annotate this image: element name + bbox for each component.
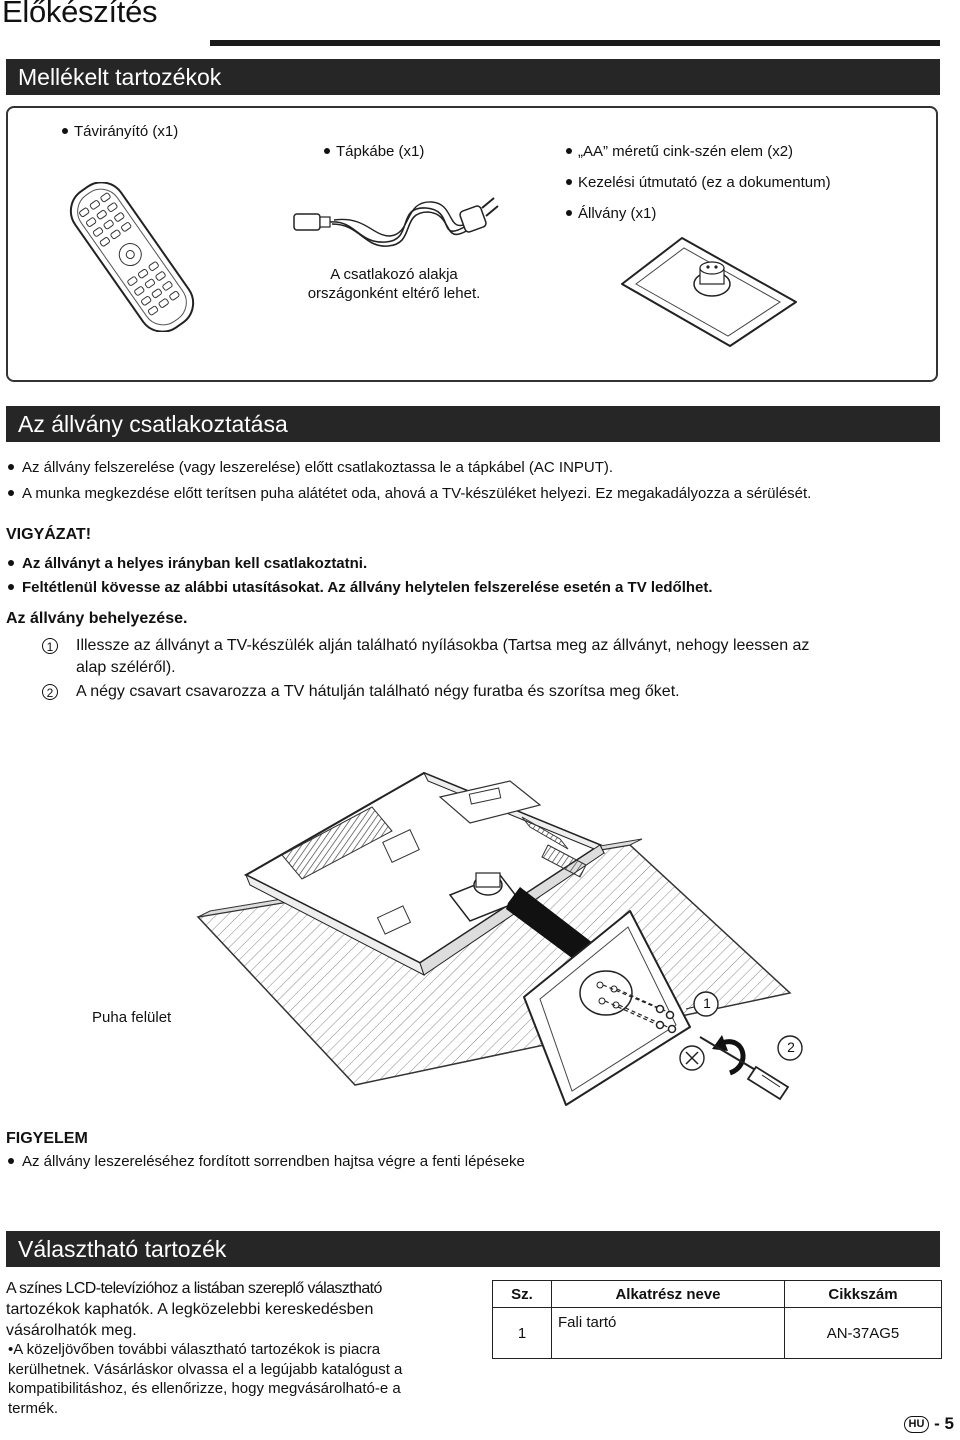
- cable-label: Tápkábe (x1): [324, 142, 424, 161]
- placement-title: Az állvány behelyezése.: [6, 610, 188, 627]
- optional-note: •A közeljövőben további választható tartozékok is piacra kerülhetnek. Vásárláskor olvassa el a legújabb katalógust a kompatibilitáshoz, és ellenőrizze, hogy megvásárolható-e a termék.: [8, 1341, 403, 1417]
- callout-1: 1: [703, 995, 711, 1011]
- callout-2: 2: [787, 1039, 795, 1055]
- stand-bullets: Az állvány felszerelése (vagy leszerelése) előtt csatlakoztassa le a tápkábel (AC INPUT). A munka megkezdése előtt terítsen puha alátétet oda, ahová a TV-készüléket helyezi. Ez megakadályozza a sérülését.: [8, 458, 948, 504]
- table-row: [493, 1308, 942, 1359]
- remote-control-illustration: [62, 182, 202, 332]
- step-number: 2: [42, 684, 58, 700]
- title-rule: [210, 40, 940, 46]
- power-cable-illustration: [286, 186, 502, 256]
- col-header-code: Cikkszám: [785, 1281, 942, 1308]
- page-number: HU - 5: [904, 1414, 954, 1434]
- step-list: 1 Illessze az állványt a TV-készülék alján található nyílásokba (Tartsa meg az állványt, nehogy leessen az alap széléről). 2 A négy csavart csavarozza a TV hátulján található négy furatba és szorítsa meg őket.: [10, 635, 940, 703]
- accessory-list: „AA” méretű cink-szén elem (x2) Kezelési útmutató (ez a dokumentum) Állvány (x1): [566, 142, 831, 223]
- parts-table: [492, 1280, 942, 1359]
- optional-heading: Választható tartozék: [6, 1231, 940, 1267]
- stand-heading: Az állvány csatlakoztatása: [6, 406, 940, 442]
- note-text: Az állvány leszereléséhez fordított sorrendben hajtsa végre a fenti lépéseke: [8, 1152, 525, 1172]
- accessories-heading: Mellékelt tartozékok: [6, 59, 940, 95]
- note-title: FIGYELEM: [6, 1130, 88, 1147]
- col-header-name: Alkatrész neve: [552, 1281, 785, 1308]
- step-number: 1: [42, 638, 58, 654]
- optional-paragraph: A színes LCD-televízióhoz a listában szereplő választható tartozékok kaphatók. A legközelebbi kereskedésben vásárolhatók meg.: [6, 1280, 382, 1339]
- cell-code: AN-37AG5: [785, 1308, 942, 1359]
- remote-label: Távirányító (x1): [62, 122, 178, 141]
- cell-no: 1: [493, 1308, 552, 1359]
- page-title: Előkészítés: [2, 0, 158, 29]
- cable-note: A csatlakozó alakja országonként eltérő lehet.: [307, 266, 481, 302]
- soft-surface-label: Puha felület: [92, 1009, 172, 1026]
- language-badge: HU: [904, 1416, 930, 1433]
- stand-base-illustration: [610, 232, 806, 350]
- col-header-no: Sz.: [493, 1281, 552, 1308]
- caution-title: VIGYÁZAT!: [6, 526, 92, 543]
- stand-assembly-diagram: [0, 735, 960, 1110]
- caution-list: Az állványt a helyes irányban kell csatlakoztatni. Feltétlenül kövesse az alábbi utasításokat. Az állvány helytelen felszerelése esetén a TV ledőlhet.: [8, 554, 713, 598]
- cell-name: Fali tartó: [552, 1308, 785, 1359]
- table-header-row: [493, 1281, 942, 1308]
